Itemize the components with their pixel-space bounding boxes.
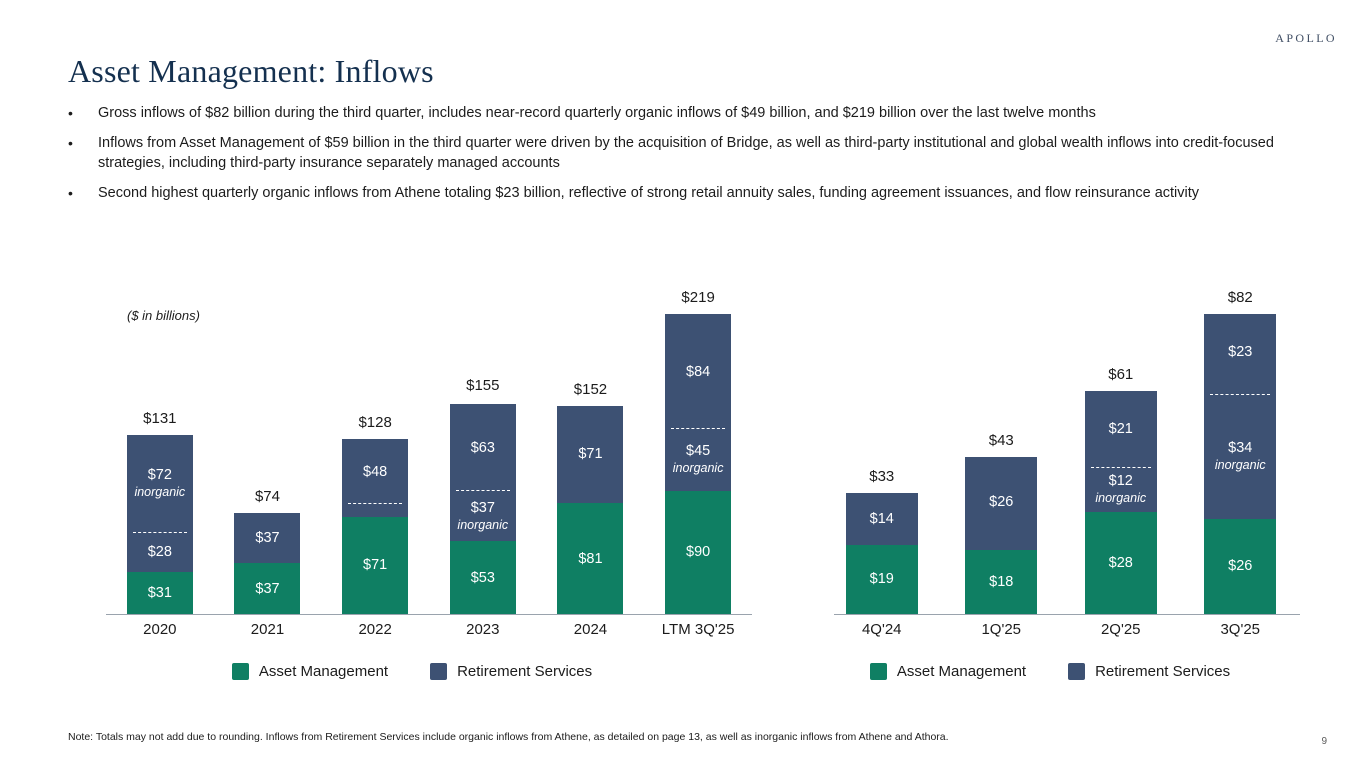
bar-segment-label: $23 <box>1228 344 1253 361</box>
page-title: Asset Management: Inflows <box>68 53 434 89</box>
bar-total-label: $61 <box>1108 365 1134 383</box>
legend-swatch-icon <box>232 663 249 680</box>
x-tick-label: 4Q'24 <box>861 621 902 638</box>
bar-segment-label: $12 inorganic <box>1095 473 1147 506</box>
x-axis <box>106 614 752 615</box>
page-number: 9 <box>1321 736 1327 747</box>
legend-swatch-icon <box>870 663 887 680</box>
legend-label: Asset Management <box>258 663 389 680</box>
bar-group <box>342 413 408 614</box>
stacked-bar[interactable] <box>965 457 1037 614</box>
bullet-marker: • <box>68 135 73 151</box>
bar-segment-label: $14 <box>869 510 894 527</box>
bullet-marker: • <box>68 185 73 201</box>
stacked-bar[interactable] <box>1085 391 1157 614</box>
bar-segment-label: $31 <box>147 584 172 601</box>
bar-total-label: $33 <box>869 468 895 486</box>
bar-sublabel-block <box>557 406 623 503</box>
bar-sublabel-block <box>234 513 300 564</box>
bar-segment-label: $90 <box>686 544 711 561</box>
bullet-text: Gross inflows of $82 billion during the third quarter, includes near-record quarterly organic inflows of $49 billion, and $219 billion over the last twelve months <box>98 105 1096 121</box>
legend-item-retirement-services <box>430 663 592 680</box>
bar-segment-label: $21 <box>1108 421 1133 438</box>
bar-segment-label: $71 <box>578 446 603 463</box>
x-tick-label: 1Q'25 <box>981 621 1022 638</box>
stacked-bar[interactable] <box>665 314 731 614</box>
x-tick-label: 3Q'25 <box>1220 621 1261 638</box>
bar-segment-asset-management <box>234 563 300 614</box>
stacked-bar[interactable] <box>342 439 408 614</box>
bar-segment-label: $28 <box>147 544 172 561</box>
bar-group <box>965 431 1037 614</box>
x-tick-labels <box>106 621 752 638</box>
inorganic-note: inorganic <box>1214 458 1266 473</box>
x-tick-label: 2020 <box>143 621 177 638</box>
bar-segment-label: $18 <box>989 573 1014 590</box>
bar-group <box>127 409 193 614</box>
bar-segment-retirement-services <box>450 404 516 541</box>
plot-area <box>72 285 752 615</box>
bar-segment-label: $71 <box>363 557 388 574</box>
legend-swatch-icon <box>1068 663 1085 680</box>
legend-label: Retirement Services <box>1095 663 1231 680</box>
bar-sublabel-block <box>450 404 516 490</box>
bar-sublabel-block <box>1085 468 1157 512</box>
legend-item-retirement-services <box>1068 663 1230 680</box>
bar-segment-retirement-services <box>234 513 300 564</box>
bar-total-label: $131 <box>143 409 177 427</box>
bar-group <box>1085 365 1157 614</box>
bar-segment-asset-management <box>127 572 193 614</box>
legend-item-asset-management <box>232 663 388 680</box>
bar-segment-asset-management <box>342 517 408 614</box>
bullet-text: Second highest quarterly organic inflows from Athene totaling $23 billion, reflective of strong retail annuity sales, funding agreement issuances, and flow reinsurance activity <box>98 185 1200 201</box>
bar-segment-asset-management <box>1085 512 1157 614</box>
bar-sublabel-block <box>665 429 731 491</box>
bar-segment-retirement-services <box>665 314 731 491</box>
inorganic-note: inorganic <box>457 517 509 532</box>
bar-total-label: $82 <box>1227 289 1253 306</box>
bullet-text: Inflows from Asset Management of $59 billion in the third quarter were driven by the acquisition of Bridge, as well as third-party institutional and global wealth inflows into credit-focused strategies, including third-party insurance separately managed accounts <box>98 135 1274 171</box>
bar-segment-asset-management <box>965 550 1037 614</box>
inorganic-note: inorganic <box>134 485 186 500</box>
bar-segment-label: $26 <box>1228 558 1253 575</box>
bar-segment-retirement-services <box>846 493 918 544</box>
list-item <box>68 183 1313 203</box>
stacked-bar[interactable] <box>1204 314 1276 614</box>
bar-group <box>234 487 300 614</box>
bar-segment-label: $34 inorganic <box>1214 440 1266 473</box>
stacked-bar[interactable] <box>234 513 300 614</box>
chart-legend <box>72 663 752 680</box>
bar-segment-label: $37 inorganic <box>457 499 509 532</box>
bar-segment-label: $37 <box>255 529 280 546</box>
bar-segment-asset-management <box>846 545 918 615</box>
bullet-list <box>68 103 1313 213</box>
bar-segment-retirement-services <box>557 406 623 503</box>
legend-item-asset-management <box>870 663 1026 680</box>
bar-group <box>1204 289 1276 614</box>
legend-label: Asset Management <box>896 663 1027 680</box>
stacked-bar[interactable] <box>846 493 918 614</box>
x-tick-label: LTM 3Q'25 <box>661 621 735 638</box>
bar-sublabel-block <box>127 435 193 534</box>
x-axis <box>834 614 1300 615</box>
stacked-bar[interactable] <box>127 435 193 614</box>
bar-group <box>557 380 623 614</box>
bar-group <box>450 376 516 614</box>
bar-segment-asset-management <box>1204 519 1276 614</box>
bar-segment-asset-management <box>557 503 623 614</box>
stacked-bar[interactable] <box>557 406 623 614</box>
x-tick-label: 2021 <box>250 621 285 638</box>
bar-segment-retirement-services <box>127 435 193 572</box>
legend-swatch-icon <box>430 663 447 680</box>
bar-segment-retirement-services <box>965 457 1037 550</box>
bar-sublabel-block <box>1085 391 1157 468</box>
bar-total-label: $74 <box>254 487 280 505</box>
bar-segment-label: $28 <box>1108 554 1133 571</box>
bar-segment-asset-management <box>665 491 731 614</box>
x-tick-labels <box>822 621 1300 638</box>
inorganic-note: inorganic <box>1095 491 1147 506</box>
bar-sublabel-block <box>1204 395 1276 519</box>
legend-label: Retirement Services <box>457 663 593 680</box>
bar-sublabel-block <box>1204 310 1276 394</box>
bar-sublabel-block <box>965 455 1037 550</box>
footnote: Note: Totals may not add due to rounding. Inflows from Retirement Services include organic inflows from Athene, as detailed on page 13, as well as inorganic inflows from Athene and Athora. <box>68 731 949 743</box>
bar-sublabel-block <box>342 504 408 516</box>
plot-area <box>800 285 1300 615</box>
x-tick-label: 2022 <box>358 621 392 638</box>
bar-sublabel-block <box>127 533 193 571</box>
bar-segment-label: $48 <box>363 463 388 480</box>
bars-container <box>822 285 1300 614</box>
bar-total-label: $152 <box>573 380 608 398</box>
bar-sublabel-block <box>342 439 408 505</box>
bars-container <box>106 285 752 614</box>
bar-total-label: $155 <box>466 376 500 394</box>
bar-total-label: $128 <box>358 413 392 431</box>
bar-segment-retirement-services <box>1204 314 1276 519</box>
stacked-bar[interactable] <box>450 402 516 614</box>
inorganic-note: inorganic <box>672 461 724 476</box>
chart-legend <box>800 663 1300 680</box>
x-tick-label: 2023 <box>466 621 500 638</box>
chart-annual-inflows <box>72 285 752 685</box>
bar-group <box>846 468 918 614</box>
units-label: ($ in billions) <box>127 308 200 323</box>
x-tick-label: 2024 <box>573 621 608 638</box>
bar-segment-label: $45 inorganic <box>672 443 724 476</box>
bar-segment-label: $84 <box>686 363 711 380</box>
bar-segment-label: $26 <box>989 494 1014 511</box>
bar-segment-label: $72 inorganic <box>134 467 186 500</box>
apollo-logo: APOLLO <box>1275 31 1337 45</box>
bar-segment-label: $63 <box>470 439 495 456</box>
bar-sublabel-block <box>665 314 731 429</box>
bar-segment-retirement-services <box>1085 391 1157 512</box>
bar-group <box>665 289 731 614</box>
x-tick-label: 2Q'25 <box>1100 621 1141 638</box>
bar-sublabel-block <box>450 491 516 542</box>
list-item <box>68 133 1313 173</box>
bullet-marker: • <box>68 105 73 121</box>
bar-segment-label: $53 <box>470 569 495 586</box>
bar-segment-label: $81 <box>578 550 603 567</box>
list-item <box>68 103 1313 123</box>
bar-total-label: $219 <box>681 289 715 306</box>
bar-segment-asset-management <box>450 541 516 614</box>
chart-quarterly-inflows <box>800 285 1300 685</box>
bar-segment-label: $37 <box>255 580 280 597</box>
bar-segment-retirement-services <box>342 439 408 517</box>
bar-sublabel-block <box>846 493 918 544</box>
bar-total-label: $43 <box>988 431 1014 449</box>
bar-segment-label: $19 <box>869 571 894 588</box>
